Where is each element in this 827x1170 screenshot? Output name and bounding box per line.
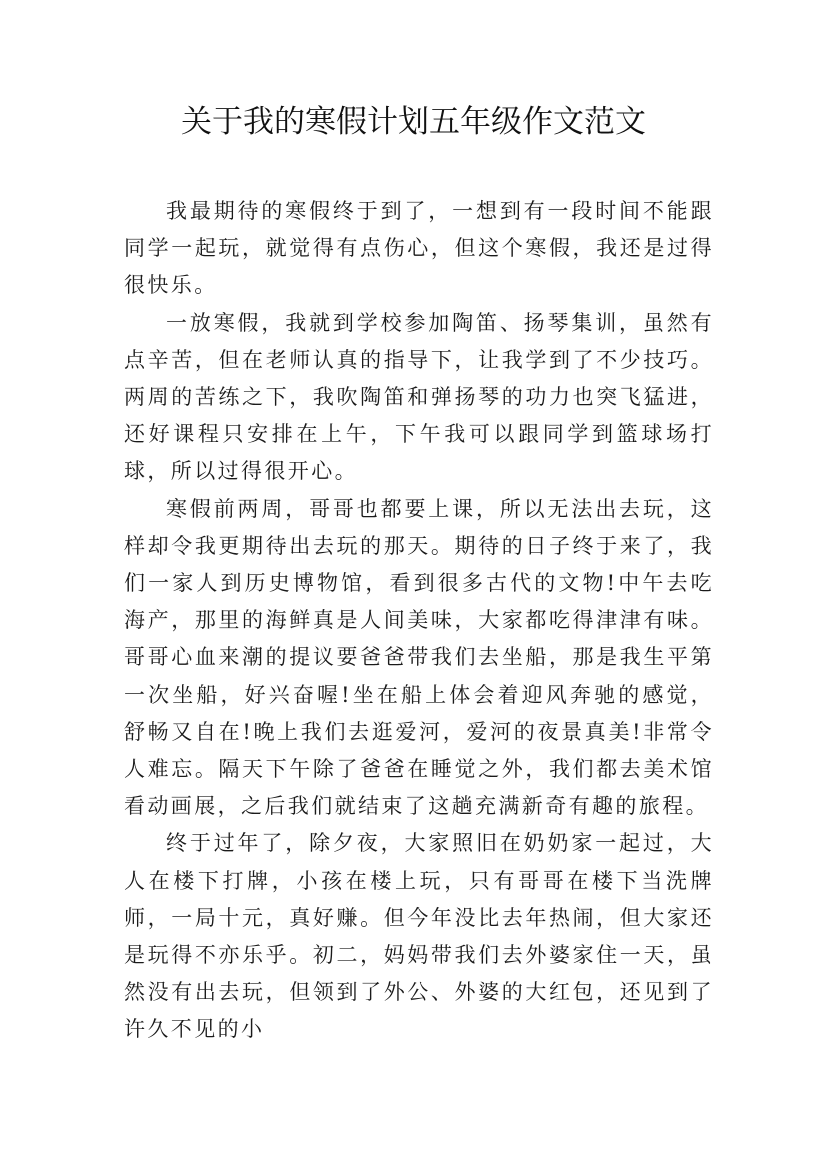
paragraph-1: 我最期待的寒假终于到了，一想到有一段时间不能跟同学一起玩，就觉得有点伤心，但这个寒假，我还是过得很快乐。: [124, 199, 714, 298]
document-title: 关于我的寒假计划五年级作文范文: [181, 104, 646, 140]
document-body: [124, 193, 714, 1049]
paragraph-2: 一放寒假，我就到学校参加陶笛、扬琴集训，虽然有点辛苦，但在老师认真的指导下，让我学到了不少技巧。两周的苦练之下，我吹陶笛和弹扬琴的功力也突飞猛进，还好课程只安排在上午，下午我可以跟同学到篮球场打球，所以过得很开心。: [124, 310, 714, 484]
paragraph-4: 终于过年了，除夕夜，大家照旧在奶奶家一起过，大人在楼下打牌，小孩在楼上玩，只有哥哥在楼下当洗牌师，一局十元，真好赚。但今年没比去年热闹，但大家还是玩得不亦乐乎。初二，妈妈带我们去外婆家住一天，虽然没有出去玩，但领到了外公、外婆的大红包，还见到了许久不见的小: [124, 831, 714, 1042]
paragraph-3: 寒假前两周，哥哥也都要上课，所以无法出去玩，这样却令我更期待出去玩的那天。期待的日子终于来了，我们一家人到历史博物馆，看到很多古代的文物!中午去吃海产，那里的海鲜真是人间美味，大家都吃得津津有味。哥哥心血来潮的提议要爸爸带我们去坐船，那是我生平第一次坐船，好兴奋喔!坐在船上体会着迎风奔驰的感觉，舒畅又自在!晚上我们去逛爱河，爱河的夜景真美!非常令人难忘。隔天下午除了爸爸在睡觉之外，我们都去美术馆看动画展，之后我们就结束了这趟充满新奇有趣的旅程。: [124, 496, 714, 819]
